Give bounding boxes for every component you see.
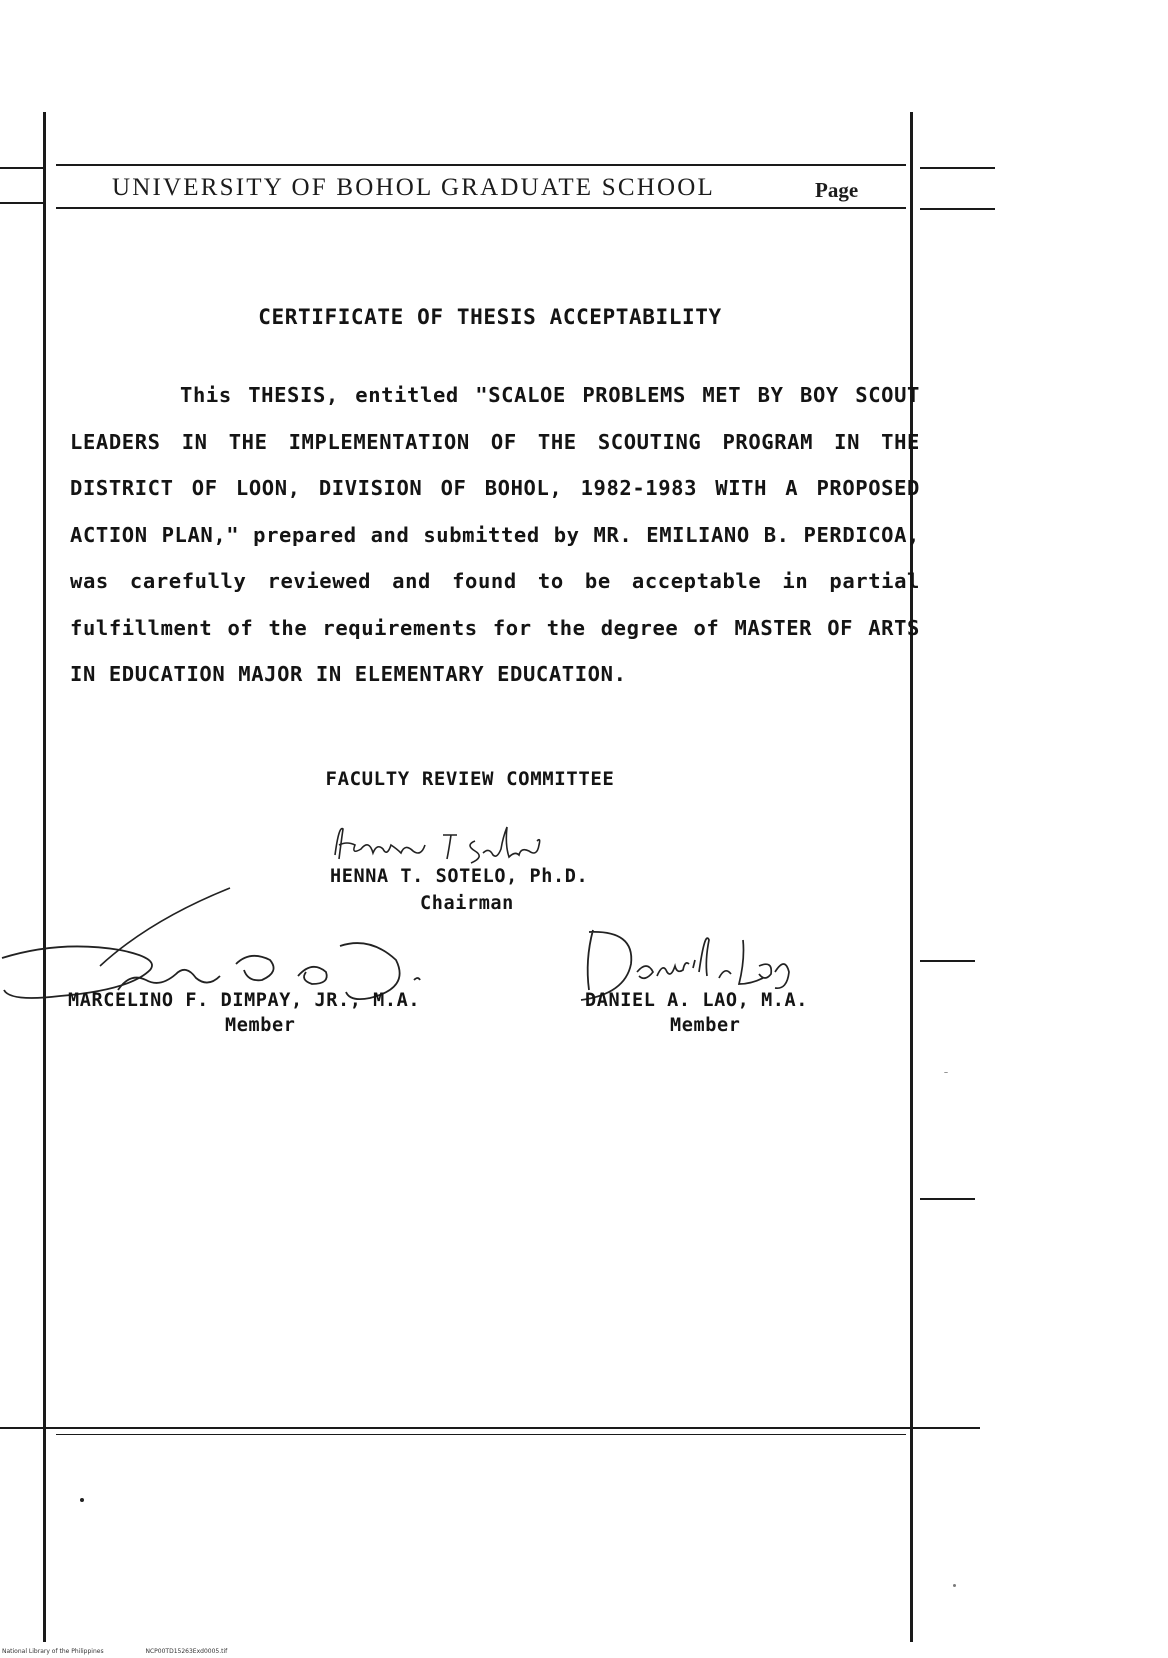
header-top-rule-right <box>920 167 995 169</box>
scan-footer <box>2 1648 267 1655</box>
page-label: Page <box>815 178 859 202</box>
header-bottom-rule-right <box>920 208 995 210</box>
chairman-role: Chairman <box>420 893 514 914</box>
member-1-name: MARCELINO F. DIMPAY, JR., M.A. <box>68 990 421 1011</box>
member-2-role: Member <box>670 1015 741 1036</box>
header-bottom-rule <box>0 202 44 204</box>
chairman-name: HENNA T. SOTELO, Ph.D. <box>330 866 589 887</box>
scan-speck <box>80 1498 84 1502</box>
scan-speck <box>944 1072 948 1073</box>
school-name: UNIVERSITY OF BOHOL GRADUATE SCHOOL <box>112 174 715 201</box>
file-id: NCP00TD15263Exd0005.tif <box>145 1648 228 1655</box>
left-margin-line <box>43 112 46 1642</box>
certificate-body-text: This THESIS, entitled "SCALOE PROBLEMS MET BY BOY SCOUT LEADERS IN THE IMPLEMENTATION OF THE SCOUTING PROGRAM IN THE DISTRICT OF LOON, DIVISION OF BOHOL, 1982-1983 WITH A PROPOSED ACTION PLAN," prepared and submitted by MR. EMILIANO B. PERDICOA, was carefully reviewed and found to be acceptable in partial fulfillment of the requirements for the degree of MASTER OF ARTS IN EDUCATION MAJOR IN ELEMENTARY EDUCATION. <box>70 383 920 686</box>
right-margin-line <box>910 112 913 1642</box>
header-bottom-rule-main <box>56 207 906 209</box>
certificate-body <box>70 372 920 698</box>
member-2-name: DANIEL A. LAO, M.A. <box>585 990 809 1011</box>
member-1-role: Member <box>225 1015 296 1036</box>
right-tick-2 <box>920 1198 975 1200</box>
archive-name: National Library of the Philippines <box>2 1648 104 1655</box>
header-top-rule <box>0 167 44 169</box>
scan-speck <box>953 1584 956 1587</box>
committee-heading: FACULTY REVIEW COMMITTEE <box>325 768 615 790</box>
right-tick-1 <box>920 960 975 962</box>
footer-rule-2 <box>56 1434 906 1435</box>
footer-rule <box>0 1427 980 1429</box>
certificate-title: CERTIFICATE OF THESIS ACCEPTABILITY <box>258 305 722 329</box>
header-top-rule-main <box>56 164 906 166</box>
